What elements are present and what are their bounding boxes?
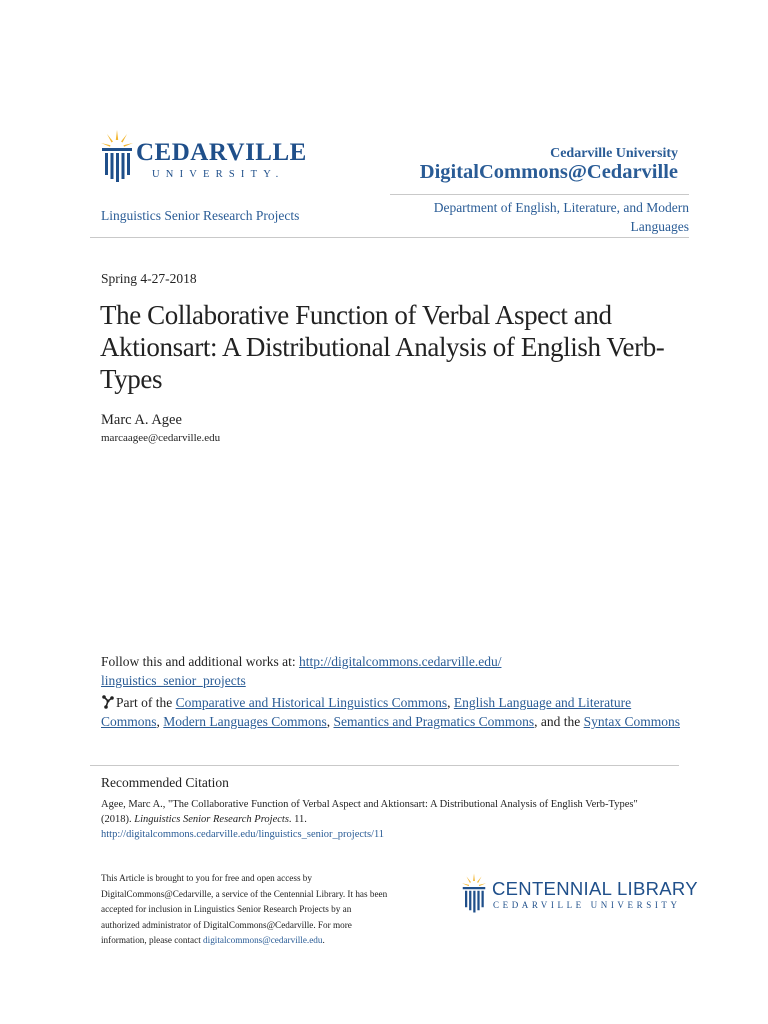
access-notice: [101, 871, 391, 949]
header-divider-top: [390, 194, 689, 195]
part-of-prefix: Part of the: [116, 695, 176, 710]
department-link[interactable]: Department of English, Literature, and Modern Languages: [433, 200, 689, 234]
sunburst-columns-icon: [100, 128, 134, 184]
citation-divider: [90, 765, 679, 766]
repo-name: DigitalCommons@Cedarville: [419, 161, 678, 183]
commons-link-semantics[interactable]: Semantics and Pragmatics Commons: [333, 714, 535, 729]
citation-year: (2018).: [101, 814, 135, 825]
citation-journal: Linguistics Senior Research Projects: [134, 814, 289, 825]
commons-link-syntax[interactable]: Syntax Commons: [583, 714, 680, 729]
part-of-section: [101, 693, 681, 731]
commons-link-modern-languages[interactable]: Modern Languages Commons: [163, 714, 327, 729]
sunburst-columns-icon: [461, 872, 487, 914]
library-name: CENTENNIAL LIBRARY: [492, 878, 698, 899]
network-icon: [101, 695, 115, 709]
follow-prefix: Follow this and additional works at:: [101, 654, 299, 669]
repo-institution: Cedarville University: [550, 146, 678, 161]
separator: ,: [326, 714, 334, 729]
series-link[interactable]: Linguistics Senior Research Projects: [101, 208, 300, 223]
citation-line1: Agee, Marc A., "The Collaborative Function of Verbal Aspect and Aktionsart: A Distributional Analysis of English Verb-Types": [101, 799, 638, 810]
logo-wordmark: CEDARVILLE: [136, 139, 307, 166]
commons-link-english[interactable]: English Language and Literature Commons: [101, 695, 632, 729]
separator: ,: [156, 714, 164, 729]
separator: ,: [447, 695, 454, 710]
author-name: Marc A. Agee: [101, 412, 182, 428]
logo-subtitle: UNIVERSITY.: [152, 169, 285, 180]
follow-url-line2: linguistics_senior_projects: [101, 673, 246, 688]
citation-url-link[interactable]: http://digitalcommons.cedarville.edu/linguistics_senior_projects/11: [101, 829, 385, 840]
header-divider-bottom: [90, 237, 689, 238]
separator: , and the: [534, 714, 584, 729]
commons-link-comparative[interactable]: Comparative and Historical Linguistics Commons: [175, 695, 448, 710]
contact-email-link[interactable]: digitalcommons@cedarville.edu: [203, 935, 323, 945]
library-subtitle: CEDARVILLE UNIVERSITY: [493, 900, 681, 910]
citation-heading: Recommended Citation: [101, 775, 229, 790]
access-notice-end: .: [322, 935, 325, 945]
citation-body: [101, 797, 681, 842]
access-notice-text: This Article is brought to you for free and open access by DigitalCommons@Cedarville, a service of the Centennial Library. It has been accepted for inclusion in Linguistics Senior Research Projects by an authorized administrator of DigitalCommons@Cedarville. For more information, please contact: [101, 873, 388, 945]
citation-number: . 11.: [288, 814, 307, 825]
page-title: The Collaborative Function of Verbal Aspect and Aktionsart: A Distributional Analysis of English Verb-Types: [100, 300, 665, 394]
follow-url-line1: http://digitalcommons.cedarville.edu/: [299, 654, 502, 669]
publication-date: Spring 4-27-2018: [101, 271, 197, 286]
author-email: marcaagee@cedarville.edu: [101, 432, 221, 444]
follow-section: [101, 652, 681, 690]
